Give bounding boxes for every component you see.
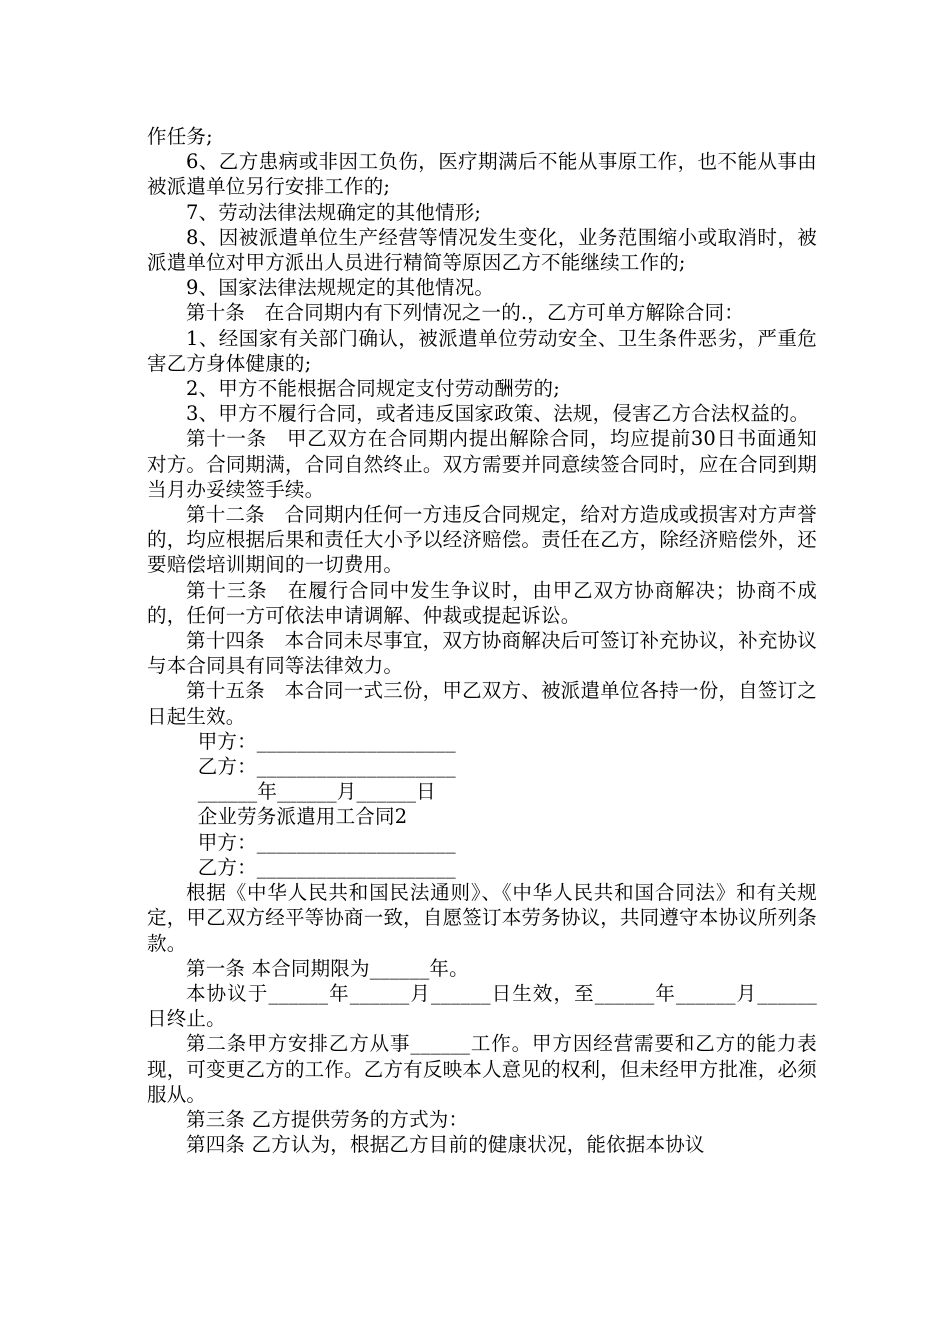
paragraph: 6、乙方患病或非因工负伤，医疗期满后不能从事原工作，也不能从事由被派遣单位另行安排工作的; bbox=[147, 150, 817, 199]
article-two: 第二条甲方安排乙方从事______工作。甲方因经营需要和乙方的能力表现，可变更乙方的工作。乙方有反映本人意见的权利，但未经甲方批准，必须服从。 bbox=[147, 1032, 817, 1106]
party-b-line: 乙方：____________________ bbox=[197, 855, 456, 879]
article-fifteen: 第十五条 本合同一式三份，甲乙双方、被派遣单位各持一份，自签订之日起生效。 bbox=[147, 679, 817, 728]
paragraph: 2、甲方不能根据合同规定支付劳动酬劳的; bbox=[186, 377, 560, 401]
document-body bbox=[147, 124, 817, 1157]
paragraph: 1、经国家有关部门确认，被派遣单位劳动安全、卫生条件恶劣，严重危害乙方身体健康的; bbox=[147, 326, 817, 375]
paragraph: 8、因被派遣单位生产经营等情况发生变化，业务范围缩小或取消时，被派遣单位对甲方派出人员进行精简等原因乙方不能继续工作的; bbox=[147, 225, 817, 275]
party-a-line: 甲方：____________________ bbox=[197, 830, 456, 854]
party-a-signature-line: 甲方：____________________ bbox=[197, 729, 456, 753]
paragraph: 7、劳动法律法规确定的其他情形; bbox=[186, 200, 482, 224]
date-line: ______年______月______日 bbox=[197, 780, 436, 804]
article-ten: 第十条 在合同期内有下列情况之一的.，乙方可单方解除合同： bbox=[186, 301, 744, 325]
article-twelve: 第十二条 合同期内任何一方违反合同规定，给对方造成或损害对方声誉的，均应根据后果和责任大小予以经济赔偿。责任在乙方，除经济赔偿外，还要赔偿培训期间的一切费用。 bbox=[147, 503, 817, 577]
paragraph: 作任务; bbox=[147, 125, 213, 148]
article-one: 第一条 本合同期限为______年。 bbox=[186, 956, 469, 980]
party-b-signature-line: 乙方：____________________ bbox=[197, 755, 456, 779]
contract-2-title: 企业劳务派遣用工合同2 bbox=[197, 805, 408, 829]
article-eleven: 第十一条 甲乙双方在合同期内提出解除合同，均应提前30日书面通知对方。合同期满，合同自然终止。双方需要并同意续签合同时，应在合同到期当月办妥续签手续。 bbox=[147, 427, 817, 501]
preamble: 根据《中华人民共和国民法通则》、《中华人民共和国合同法》和有关规定，甲乙双方经平等协商一致，自愿签订本劳务协议，共同遵守本协议所列条款。 bbox=[147, 881, 817, 955]
paragraph: 9、国家法律法规规定的其他情况。 bbox=[186, 276, 495, 300]
article-three: 第三条 乙方提供劳务的方式为： bbox=[186, 1107, 469, 1131]
article-four: 第四条 乙方认为，根据乙方目前的健康状况，能依据本协议 bbox=[186, 1133, 705, 1157]
article-fourteen: 第十四条 本合同未尽事宜，双方协商解决后可签订补充协议，补充协议与本合同具有同等法律效力。 bbox=[147, 629, 817, 678]
article-thirteen: 第十三条 在履行合同中发生争议时，由甲乙双方协商解决；协商不成的，任何一方可依法申请调解、仲裁或提起诉讼。 bbox=[147, 578, 817, 627]
paragraph: 3、甲方不履行合同，或者违反国家政策、法规，侵害乙方合法权益的。 bbox=[186, 402, 810, 426]
effective-period: 本协议于______年______月______日生效，至______年______月______日终止。 bbox=[147, 981, 817, 1031]
